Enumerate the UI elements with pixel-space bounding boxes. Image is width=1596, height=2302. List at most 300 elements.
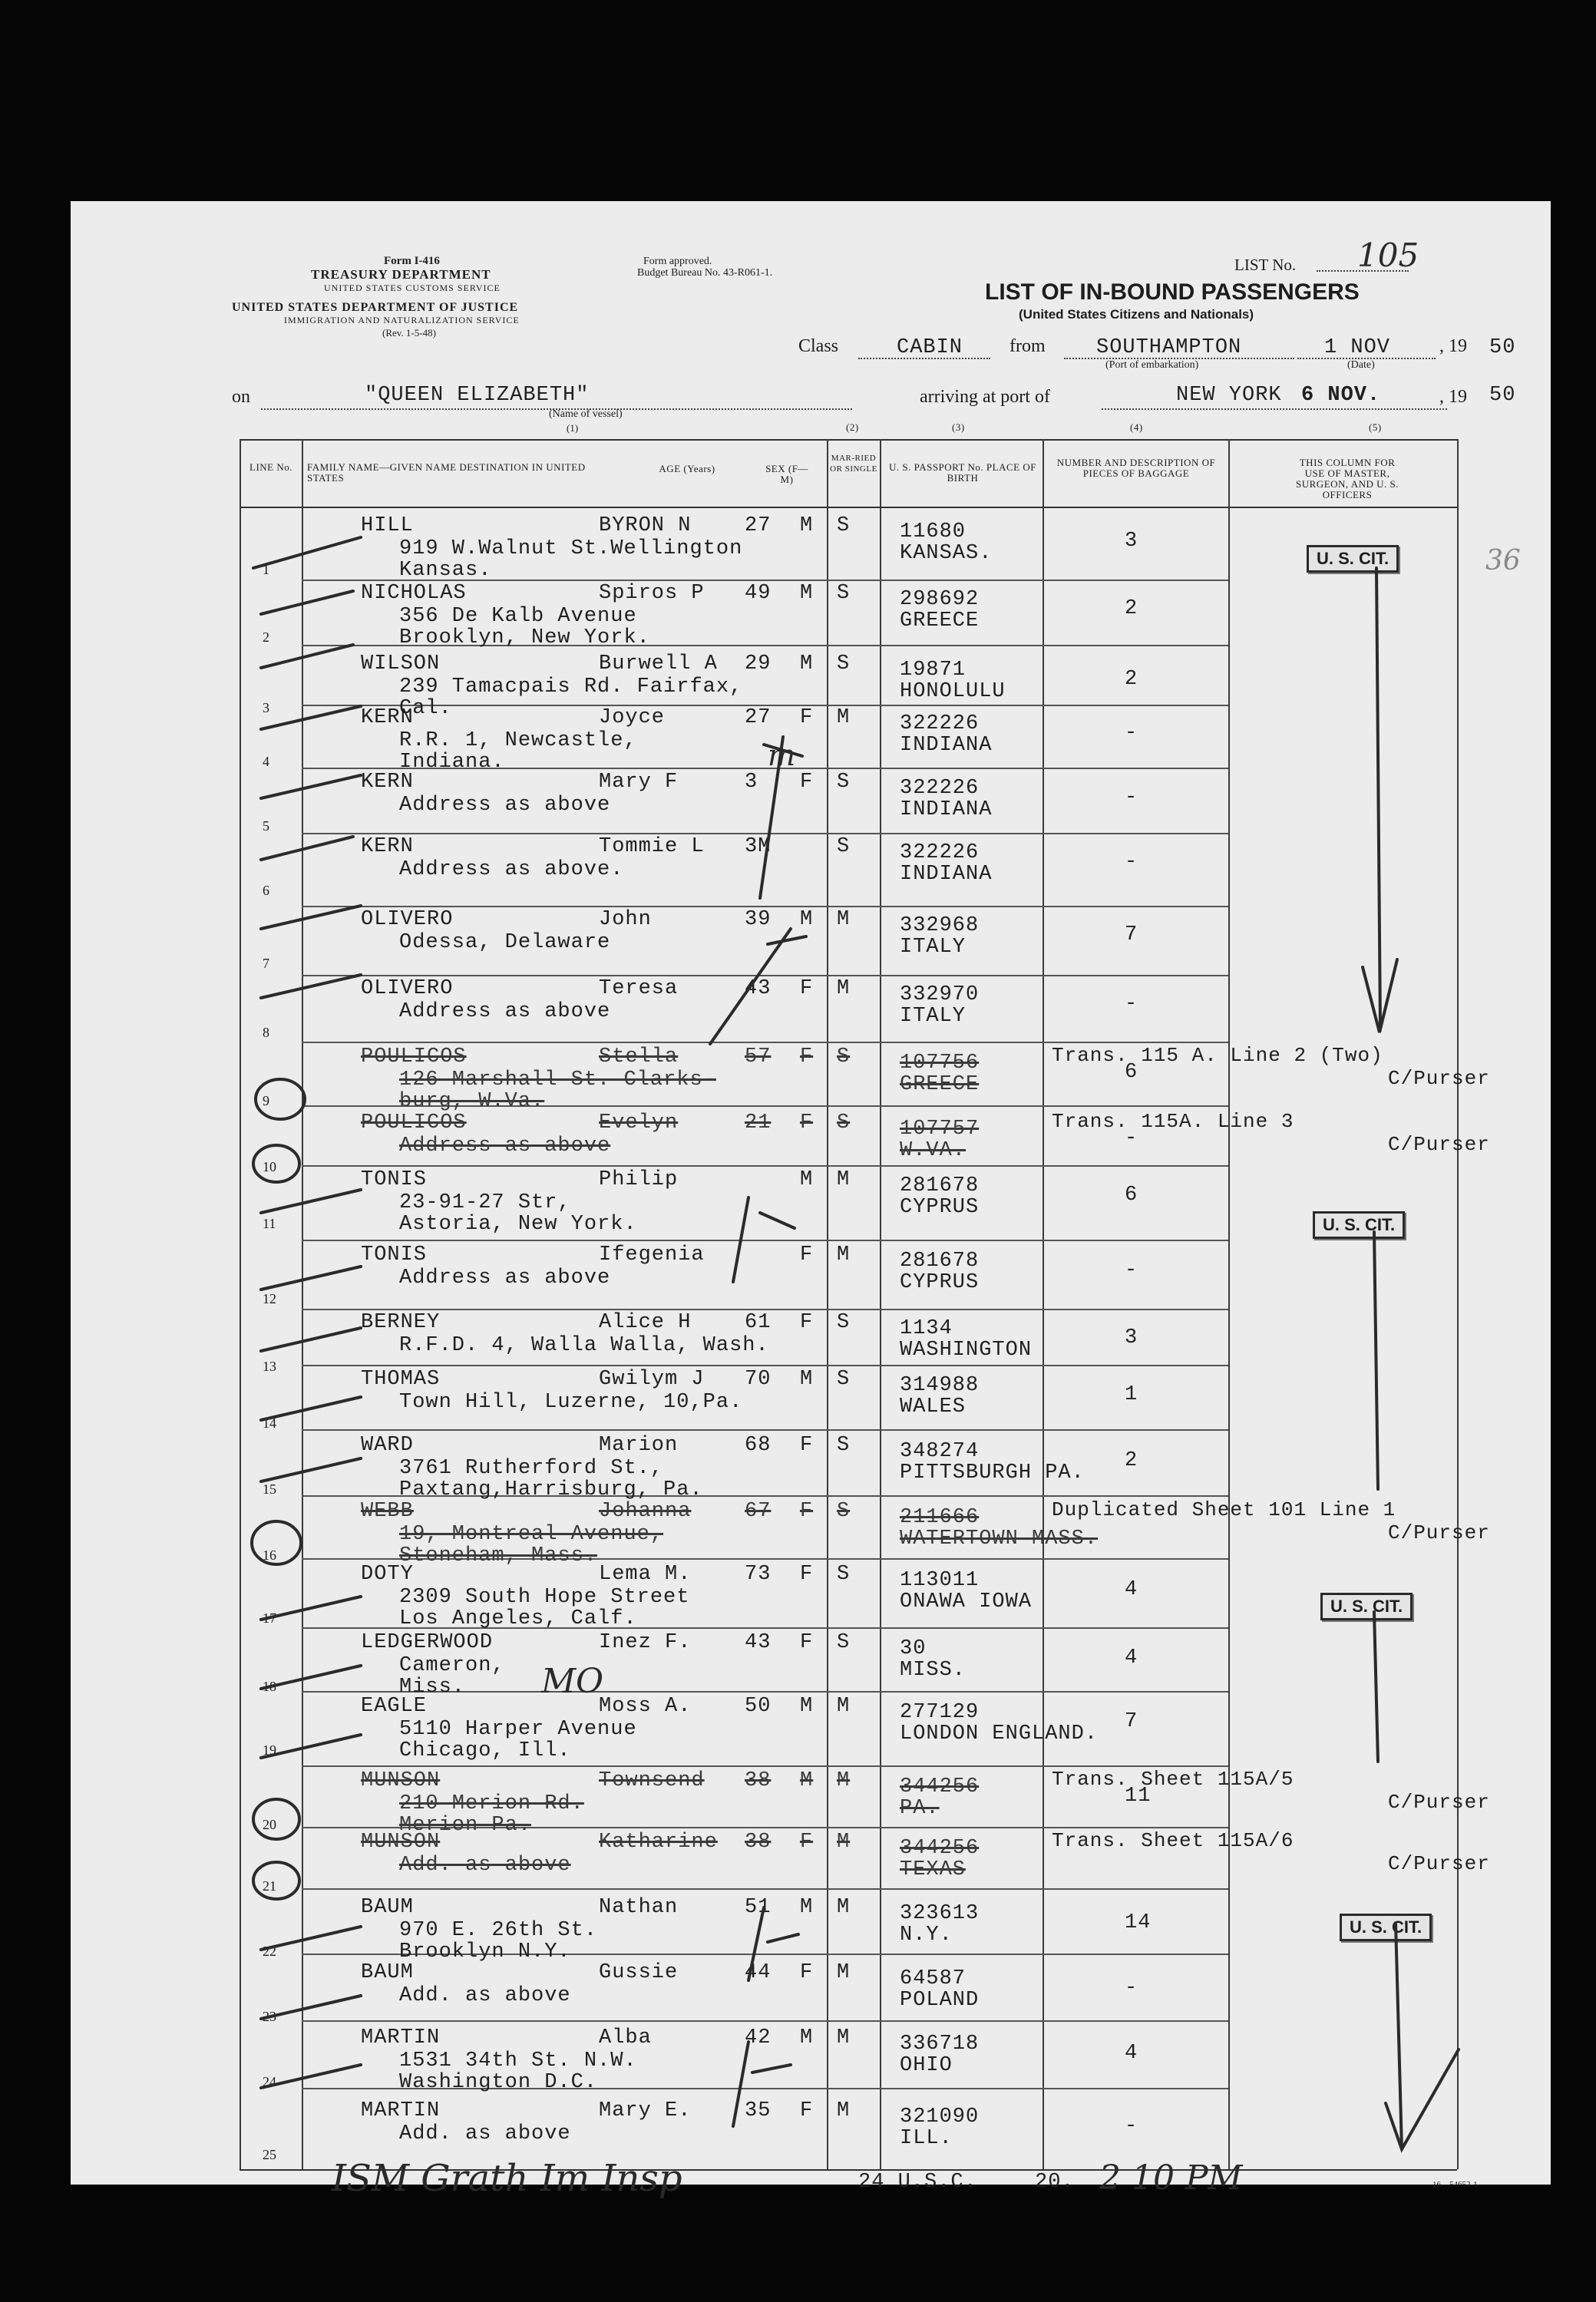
transfer-note: Trans. 115A. Line 3 [1052, 1110, 1294, 1133]
given-name: Inez F. [599, 1631, 692, 1654]
family-name: LEDGERWOOD [361, 1631, 494, 1654]
destination-line-2: Chicago, Ill. [399, 1739, 571, 1762]
passport-number: 1134 [900, 1317, 953, 1340]
passport-number: 11680 [900, 520, 967, 543]
baggage-count: - [1125, 1259, 1138, 1282]
purser-note: C/Purser [1388, 1067, 1490, 1090]
line-number: 19 [263, 1742, 276, 1758]
list-number: 105 [1357, 236, 1419, 274]
baggage-count: 3 [1125, 530, 1138, 553]
place-of-birth: HONOLULU [900, 680, 1006, 703]
line-number: 13 [263, 1359, 276, 1374]
header-sex: SEX (F—M) [765, 463, 808, 485]
line-number: 8 [263, 1025, 269, 1040]
family-name: HILL [361, 514, 414, 537]
family-name: MUNSON [361, 1769, 441, 1792]
destination-line-1: R.F.D. 4, Walla Walla, Wash. [399, 1334, 769, 1357]
vessel-name: "QUEEN ELIZABETH" [365, 384, 590, 407]
passport-number: 277129 [900, 1701, 980, 1724]
embark-date: 1 NOV [1324, 336, 1391, 359]
marital-status: M [837, 706, 851, 729]
destination-line-1: Address as above [399, 1267, 611, 1290]
marital-status: S [837, 1563, 851, 1586]
place-of-birth: ITALY [900, 1005, 967, 1028]
destination-line-2: Cal. [399, 697, 452, 720]
passport-number: 332970 [900, 983, 980, 1006]
place-of-birth: W.VA. [900, 1139, 967, 1162]
passport-number: 323613 [900, 1902, 980, 1925]
destination-line-2: Los Angeles, Calf. [399, 1607, 637, 1630]
mo-annotation: MO [541, 1662, 604, 1701]
line-number: 20 [263, 1817, 276, 1832]
purser-note: C/Purser [1388, 1791, 1490, 1814]
line-number: 23 [263, 2009, 276, 2024]
baggage-count: - [1125, 722, 1138, 745]
line-number: 24 [263, 2074, 276, 2089]
destination-line-2: Miss. [399, 1676, 466, 1699]
line-number: 16 [263, 1547, 276, 1563]
place-of-birth: ONAWA IOWA [900, 1590, 1033, 1613]
destination-line-2: Brooklyn, New York. [399, 626, 650, 649]
line-number: 2 [263, 629, 269, 645]
baggage-count: - [1125, 2115, 1138, 2138]
line-number: 10 [263, 1159, 276, 1174]
destination-line-1: Address as above [399, 794, 611, 817]
arrive-date: 6 NOV. [1301, 384, 1381, 407]
col-2-caption: (2) [846, 421, 859, 433]
given-name: Joyce [599, 706, 666, 729]
age: 27 [745, 706, 772, 729]
age: 35 [745, 2099, 772, 2122]
place-of-birth: GREECE [900, 609, 980, 632]
place-of-birth: INDIANA [900, 798, 993, 821]
destination-line-1: 5110 Harper Avenue [399, 1718, 637, 1741]
inspector-signature: ISM Grath Im Insp [332, 2157, 682, 2200]
place-of-birth: TEXAS [900, 1858, 967, 1881]
baggage-count: 4 [1125, 1646, 1138, 1670]
passport-number: 211666 [900, 1506, 980, 1529]
age: 39 [745, 908, 772, 931]
usc-number: 20. [1035, 2171, 1075, 2194]
place-of-birth: WATERTOWN MASS. [900, 1528, 1099, 1551]
line-number: 21 [263, 1878, 276, 1894]
given-name: Burwell A [599, 652, 718, 675]
given-name: Tommie L [599, 835, 705, 858]
line-number: 25 [263, 2147, 276, 2162]
age: 61 [745, 1311, 772, 1334]
place-of-birth: ILL. [900, 2127, 953, 2150]
sex: F [800, 771, 814, 794]
baggage-count: - [1125, 850, 1138, 874]
age: 42 [745, 2026, 772, 2049]
sex: M [800, 1168, 814, 1191]
baggage-count: - [1125, 786, 1138, 809]
revision: (Rev. 1-5-48) [382, 327, 436, 339]
line-number: 11 [263, 1216, 276, 1231]
sex: M [800, 2026, 814, 2049]
purser-note: C/Purser [1388, 1852, 1490, 1875]
marital-status: M [837, 1769, 851, 1792]
destination-line-1: Add. as above [399, 2122, 571, 2145]
year-prefix: , 19 [1439, 336, 1467, 356]
baggage-count: - [1125, 992, 1138, 1016]
passport-number: 107757 [900, 1118, 980, 1141]
sex: F [800, 1311, 814, 1334]
family-name: MARTIN [361, 2026, 441, 2049]
age: 44 [745, 1961, 772, 1984]
line-number: 3 [263, 700, 269, 715]
header-age: AGE (Years) [659, 463, 715, 474]
family-name: BAUM [361, 1961, 414, 1984]
age: 49 [745, 582, 772, 605]
destination-line-1: 2309 South Hope Street [399, 1586, 690, 1609]
destination-line-2: Kansas. [399, 559, 492, 582]
age: 73 [745, 1563, 772, 1586]
destination-line-1: 210 Merion Rd. [399, 1792, 584, 1815]
place-of-birth: CYPRUS [900, 1196, 980, 1219]
family-name: BERNEY [361, 1311, 441, 1334]
given-name: Mary E. [599, 2099, 692, 2122]
line-number: 5 [263, 818, 269, 834]
baggage-count: 4 [1125, 1578, 1138, 1601]
given-name: Ifegenia [599, 1243, 705, 1267]
us-cit-stamp: U. S. CIT. [1313, 1211, 1405, 1239]
ins-service: IMMIGRATION AND NATURALIZATION SERVICE [284, 315, 520, 325]
family-name: THOMAS [361, 1368, 441, 1391]
passport-number: 113011 [900, 1569, 980, 1592]
line-number: 17 [263, 1610, 276, 1626]
marital-status: S [837, 1311, 851, 1334]
family-name: OLIVERO [361, 977, 454, 1000]
marital-status: S [837, 582, 851, 605]
age: 67 [745, 1500, 772, 1523]
sex: F [800, 1045, 814, 1068]
sex: M [800, 908, 814, 931]
family-name: TONIS [361, 1168, 428, 1191]
place-of-birth: INDIANA [900, 863, 993, 886]
given-name: Katharine [599, 1831, 718, 1854]
marital-status: M [837, 2099, 851, 2122]
destination-line-2: Brooklyn N.Y. [399, 1940, 571, 1963]
age: 3M [745, 835, 772, 858]
family-name: KERN [361, 771, 414, 794]
sex: M [800, 582, 814, 605]
given-name: Townsend [599, 1769, 705, 1792]
given-name: Nathan [599, 1896, 679, 1919]
vessel-caption: (Name of vessel) [549, 408, 623, 420]
us-cit-stamp: U. S. CIT. [1340, 1914, 1432, 1941]
line-number: 1 [263, 562, 269, 577]
given-name: Philip [599, 1168, 679, 1191]
marital-status: M [837, 1243, 851, 1267]
transfer-note: Trans. Sheet 115A/6 [1052, 1829, 1294, 1852]
sex: M [800, 652, 814, 675]
age: 70 [745, 1368, 772, 1391]
family-name: DOTY [361, 1563, 414, 1586]
age: 27 [745, 514, 772, 537]
destination-line-1: Address as above [399, 1000, 611, 1023]
destination-line-1: Add. as above [399, 1854, 571, 1877]
destination-line-1: 239 Tamacpais Rd. Fairfax, [399, 675, 743, 699]
family-name: EAGLE [361, 1695, 428, 1718]
passport-number: 19871 [900, 659, 967, 682]
given-name: Marion [599, 1434, 679, 1457]
initials-mark: m [768, 738, 796, 772]
justice-dept: UNITED STATES DEPARTMENT OF JUSTICE [232, 301, 519, 314]
destination-line-1: 23-91-27 Str, [399, 1191, 571, 1214]
passport-number: 30 [900, 1637, 927, 1660]
given-name: Mary F [599, 771, 679, 794]
destination-line-1: R.R. 1, Newcastle, [399, 729, 637, 752]
baggage-count: 14 [1125, 1911, 1152, 1934]
baggage-count: 2 [1125, 597, 1138, 620]
line-number: 14 [263, 1415, 276, 1431]
age: 38 [745, 1831, 772, 1854]
destination-line-1: Address as above [399, 1134, 611, 1158]
embark-port: SOUTHAMPTON [1096, 336, 1242, 359]
sex: F [800, 1243, 814, 1267]
us-cit-stamp: U. S. CIT. [1320, 1593, 1413, 1620]
baggage-count: 2 [1125, 1449, 1138, 1472]
line-number: 15 [263, 1481, 276, 1497]
transfer-note: Trans. 115 A. Line 2 (Two) [1052, 1044, 1383, 1067]
embark-year: 50 [1489, 336, 1516, 359]
col-3-caption: (3) [952, 421, 965, 433]
baggage-count: 7 [1125, 923, 1138, 946]
destination-line-2: Merion Pa. [399, 1814, 532, 1837]
age: 21 [745, 1111, 772, 1134]
family-name: WARD [361, 1434, 414, 1457]
family-name: KERN [361, 706, 414, 729]
passport-number: 344256 [900, 1837, 980, 1860]
header-line-no: LINE No. [249, 461, 292, 473]
sex: F [800, 1434, 814, 1457]
passport-number: 321090 [900, 2105, 980, 2129]
marital-status: M [837, 1831, 851, 1854]
sex: F [800, 2099, 814, 2122]
header-name: FAMILY NAME—GIVEN NAME DESTINATION IN UNITED STATES [307, 461, 586, 484]
form-subtitle: (United States Citizens and Nationals) [1019, 307, 1254, 322]
passport-number: 64587 [900, 1967, 967, 1990]
header-passport: U. S. PASSPORT No. PLACE OF BIRTH [889, 461, 1036, 484]
passport-number: 281678 [900, 1174, 980, 1197]
marital-status: S [837, 771, 851, 794]
given-name: BYRON N [599, 514, 692, 537]
form-number: Form I-416 [384, 255, 440, 267]
age: 57 [745, 1045, 772, 1068]
given-name: Johanna [599, 1500, 692, 1523]
purser-note: C/Purser [1388, 1133, 1490, 1156]
place-of-birth: PA. [900, 1797, 940, 1820]
sex: F [800, 977, 814, 1000]
line-number: 9 [263, 1093, 269, 1108]
header-baggage: NUMBER AND DESCRIPTION OF PIECES OF BAGGAGE [1056, 457, 1216, 479]
given-name: Lema M. [599, 1563, 692, 1586]
sex: F [800, 1631, 814, 1654]
sex: M [800, 1368, 814, 1391]
family-name: TONIS [361, 1243, 428, 1267]
marital-status: M [837, 1896, 851, 1919]
passport-number: 314988 [900, 1374, 980, 1397]
destination-line-2: Indiana. [399, 751, 505, 774]
given-name: Evelyn [599, 1111, 679, 1134]
arriving-label: arriving at port of [920, 387, 1050, 407]
age: 43 [745, 1631, 772, 1654]
destination-line-1: Town Hill, Luzerne, 10,Pa. [399, 1391, 743, 1414]
place-of-birth: CYPRUS [900, 1271, 980, 1294]
place-of-birth: OHIO [900, 2054, 953, 2077]
sex: F [800, 706, 814, 729]
baggage-count: 4 [1125, 2042, 1138, 2065]
marital-status: S [837, 835, 851, 858]
destination-line-1: 3761 Rutherford St., [399, 1457, 664, 1480]
margin-number: 36 [1485, 545, 1521, 576]
age: 43 [745, 977, 772, 1000]
destination-line-1: 970 E. 26th St. [399, 1919, 598, 1942]
age: 50 [745, 1695, 772, 1718]
place-of-birth: WASHINGTON [900, 1339, 1033, 1362]
passport-number: 348274 [900, 1440, 980, 1463]
baggage-count: - [1125, 1977, 1138, 2000]
age: 68 [745, 1434, 772, 1457]
date-caption: (Date) [1347, 359, 1375, 371]
baggage-count: 11 [1125, 1785, 1152, 1808]
sex: F [800, 1961, 814, 1984]
passport-number: 332968 [900, 914, 980, 937]
place-of-birth: PITTSBURGH PA. [900, 1461, 1085, 1485]
sex: M [800, 514, 814, 537]
baggage-count: 1 [1125, 1383, 1138, 1406]
place-of-birth: WALES [900, 1395, 967, 1419]
baggage-count: - [1125, 1127, 1138, 1150]
line-number: 7 [263, 956, 269, 971]
sex: M [800, 1695, 814, 1718]
place-of-birth: N.Y. [900, 1924, 953, 1947]
destination-line-1: 19, Montreal Avenue, [399, 1523, 664, 1546]
sex: F [800, 1500, 814, 1523]
marital-status: S [837, 1500, 851, 1523]
destination-line-1: 1531 34th St. N.W. [399, 2049, 637, 2072]
usc-reference: 24 U.S.C. [858, 2171, 977, 2194]
passport-number: 281678 [900, 1250, 980, 1273]
header-officers: THIS COLUMN FOR USE OF MASTER, SURGEON, AND U. S. OFFICERS [1296, 457, 1399, 500]
col-4-caption: (4) [1130, 421, 1143, 433]
family-name: MUNSON [361, 1831, 441, 1854]
given-name: Spiros P [599, 582, 705, 605]
marital-status: S [837, 514, 851, 537]
line-number: 22 [263, 1944, 276, 1959]
marital-status: M [837, 977, 851, 1000]
given-name: Gussie [599, 1961, 679, 1984]
passport-number: 107756 [900, 1052, 980, 1075]
family-name: WILSON [361, 652, 441, 675]
marital-status: M [837, 1961, 851, 1984]
class-value: CABIN [897, 336, 963, 359]
destination-line-1: 919 W.Walnut St.Wellington [399, 537, 743, 560]
given-name: John [599, 908, 652, 931]
family-name: OLIVERO [361, 908, 454, 931]
place-of-birth: GREECE [900, 1073, 980, 1096]
age: 3 [745, 771, 758, 794]
baggage-count: 2 [1125, 668, 1138, 691]
baggage-count: 6 [1125, 1184, 1138, 1207]
place-of-birth: POLAND [900, 1989, 980, 2012]
given-name: Moss A. [599, 1695, 692, 1718]
age: 51 [745, 1896, 772, 1919]
marital-status: M [837, 1168, 851, 1191]
place-of-birth: MISS. [900, 1659, 967, 1682]
given-name: Teresa [599, 977, 679, 1000]
destination-line-2: Stoneham, Mass. [399, 1544, 598, 1567]
list-no-label: LIST No. [1234, 256, 1297, 274]
line-number: 6 [263, 883, 269, 898]
marital-status: S [837, 1434, 851, 1457]
marital-status: M [837, 1695, 851, 1718]
arrive-year: 50 [1489, 384, 1516, 407]
destination-line-1: 126 Marshall St. Clarks- [399, 1068, 716, 1092]
age: 29 [745, 652, 772, 675]
passport-number: 344256 [900, 1775, 980, 1798]
baggage-count: 7 [1125, 1710, 1138, 1733]
line-number: 4 [263, 754, 269, 769]
col-1-caption: (1) [567, 422, 579, 434]
destination-line-2: burg, W.Va. [399, 1090, 545, 1113]
age: 38 [745, 1769, 772, 1792]
sex: M [800, 1896, 814, 1919]
baggage-count: 3 [1125, 1326, 1138, 1349]
baggage-count: 6 [1125, 1061, 1138, 1084]
form-title: LIST OF IN-BOUND PASSENGERS [985, 279, 1360, 305]
form-approved: Form approved. [643, 256, 712, 267]
sex: F [800, 1111, 814, 1134]
from-label: from [1009, 336, 1046, 356]
given-name: Alice H [599, 1311, 692, 1334]
destination-line-2: Paxtang,Harrisburg, Pa. [399, 1478, 703, 1501]
marital-status: S [837, 1368, 851, 1391]
place-of-birth: KANSAS. [900, 542, 993, 565]
sex: M [800, 1769, 814, 1792]
passport-number: 322226 [900, 712, 980, 735]
header-married: MAR-RIED OR SINGLE [830, 454, 877, 474]
family-name: NICHOLAS [361, 582, 467, 605]
col-5-caption: (5) [1369, 421, 1382, 433]
marital-status: S [837, 652, 851, 675]
family-name: KERN [361, 835, 414, 858]
sex: F [800, 1563, 814, 1586]
marital-status: M [837, 908, 851, 931]
sex: F [800, 1831, 814, 1854]
place-of-birth: INDIANA [900, 734, 993, 757]
destination-line-1: Address as above. [399, 858, 624, 881]
passport-number: 298692 [900, 588, 980, 611]
transfer-note: Trans. Sheet 115A/5 [1052, 1768, 1294, 1791]
family-name: MARTIN [361, 2099, 441, 2122]
marital-status: S [837, 1111, 851, 1134]
destination-line-1: 356 De Kalb Avenue [399, 605, 637, 628]
place-of-birth: ITALY [900, 936, 967, 959]
family-name: POULICOS [361, 1045, 467, 1068]
place-of-birth: LONDON ENGLAND. [900, 1722, 1099, 1745]
family-name: BAUM [361, 1896, 414, 1919]
treasury-dept: TREASURY DEPARTMENT [311, 267, 491, 282]
class-label: Class [798, 336, 839, 356]
destination-line-1: Add. as above [399, 1984, 571, 2007]
family-name: POULICOS [361, 1111, 467, 1134]
given-name: Alba [599, 2026, 652, 2049]
arrive-port: NEW YORK [1176, 384, 1282, 407]
destination-line-2: Washington D.C. [399, 2071, 598, 2094]
printer-number: 16—54652-1 [1432, 2180, 1478, 2189]
